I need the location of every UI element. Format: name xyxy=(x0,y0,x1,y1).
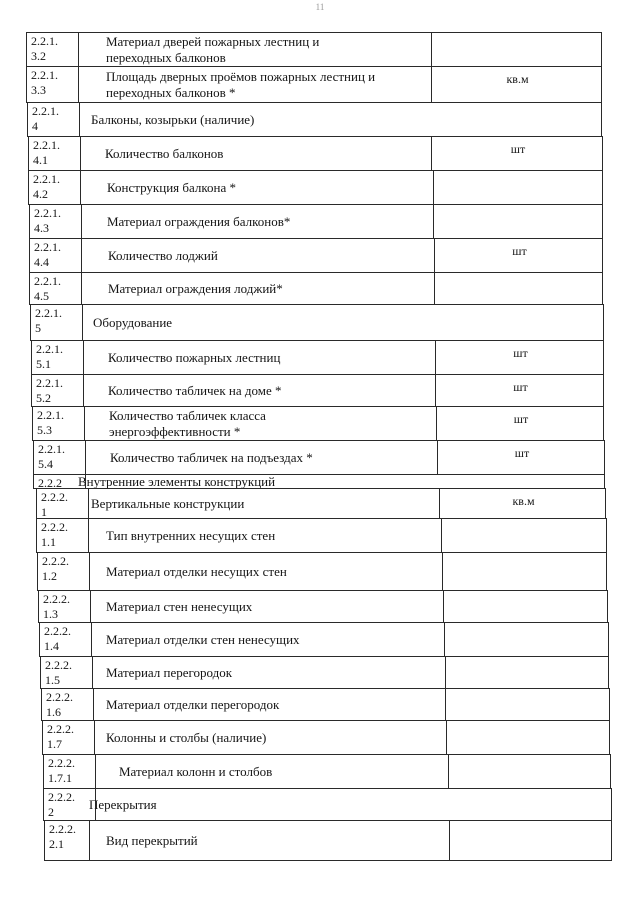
row-number: 2.2.2. 2 xyxy=(44,789,96,820)
row-unit: шт xyxy=(434,239,604,272)
table-row xyxy=(27,102,602,137)
row-name: Количество балконов xyxy=(105,145,224,161)
row-name: Оборудование xyxy=(93,314,173,330)
row-name: Конструкция балкона * xyxy=(107,179,236,195)
row-number: 2.2.2. 2.1 xyxy=(45,821,90,860)
row-name: Площадь дверных проёмов пожарных лестниц и переходных балконов * xyxy=(106,68,376,100)
row-name: Перекрытия xyxy=(89,796,157,812)
row-name: Количество табличек класса энергоэффективности * xyxy=(109,407,266,439)
row-name: Материал отделки несущих стен xyxy=(106,563,287,579)
row-name: Материал ограждения балконов* xyxy=(107,213,291,229)
row-number: 2.2.1. 5.1 xyxy=(32,341,84,374)
row-number: 2.2.1. 4.3 xyxy=(30,205,82,238)
row-number: 2.2.1. 4.2 xyxy=(29,171,81,204)
page-number: 11 xyxy=(315,2,325,12)
table-row xyxy=(43,754,611,789)
row-number: 2.2.1. 3.3 xyxy=(27,67,79,102)
row-unit: кв.м xyxy=(431,67,603,102)
table-row xyxy=(41,688,610,721)
row-unit xyxy=(433,171,604,204)
row-number: 2.2.2. 1.4 xyxy=(40,623,92,656)
row-unit: шт xyxy=(437,441,606,474)
row-number: 2.2.1. 3.2 xyxy=(27,33,79,66)
table-row xyxy=(37,552,607,591)
row-number: 2.2.2 xyxy=(34,475,86,488)
row-number: 2.2.1. 5.2 xyxy=(32,375,84,406)
table-row xyxy=(31,374,604,407)
row-unit: шт xyxy=(435,341,605,374)
table-row xyxy=(29,238,603,273)
row-name: Материал отделки стен ненесущих xyxy=(106,631,300,647)
table-row xyxy=(40,656,609,689)
row-name: Вид перекрытий xyxy=(106,832,198,848)
row-unit xyxy=(448,755,612,788)
row-name: Колонны и столбы (наличие) xyxy=(106,729,267,745)
row-number: 2.2.1. 4.4 xyxy=(30,239,82,272)
table-row xyxy=(39,622,609,657)
row-name: Тип внутренних несущих стен xyxy=(106,527,276,543)
row-name: Количество пожарных лестниц xyxy=(108,349,281,365)
row-name: Материал дверей пожарных лестниц и переходных балконов xyxy=(106,33,320,65)
table-row xyxy=(29,272,603,305)
table-row xyxy=(43,788,612,821)
table-row xyxy=(29,204,603,239)
row-unit xyxy=(443,591,609,622)
table-row xyxy=(38,590,608,623)
row-unit: кв.м xyxy=(439,489,607,518)
row-number: 2.2.2. 1 xyxy=(37,489,89,518)
table-row xyxy=(30,304,604,341)
row-unit xyxy=(441,519,608,552)
row-number: 2.2.1. 4.5 xyxy=(30,273,82,304)
row-number: 2.2.2. 1.7 xyxy=(43,721,95,754)
row-number: 2.2.2. 1.3 xyxy=(39,591,91,622)
table-row xyxy=(33,440,605,475)
row-number: 2.2.1. 5.4 xyxy=(34,441,86,474)
row-name: Материал колонн и столбов xyxy=(119,763,273,779)
table-row xyxy=(36,488,606,519)
row-number: 2.2.1. 5 xyxy=(31,305,83,340)
row-unit: шт xyxy=(435,375,605,406)
row-number: 2.2.1. 5.3 xyxy=(33,407,85,440)
row-number: 2.2.2. 1.6 xyxy=(42,689,94,720)
row-unit xyxy=(445,657,610,688)
row-number: 2.2.2. 1.5 xyxy=(41,657,93,688)
row-number: 2.2.1. 4 xyxy=(28,103,80,136)
row-unit xyxy=(442,553,608,590)
row-name: Количество лоджий xyxy=(108,247,218,263)
row-unit xyxy=(446,721,611,754)
row-unit: шт xyxy=(431,137,604,170)
row-number: 2.2.1. 4.1 xyxy=(29,137,81,170)
table-row xyxy=(33,474,605,489)
row-number: 2.2.2. 1.2 xyxy=(38,553,90,590)
row-unit xyxy=(431,33,603,66)
table-row xyxy=(44,820,612,861)
row-number: 2.2.2. 1.1 xyxy=(37,519,89,552)
row-unit xyxy=(433,205,604,238)
row-unit xyxy=(434,273,604,304)
row-unit: шт xyxy=(436,407,605,440)
table-row xyxy=(26,32,602,67)
table-row xyxy=(36,518,607,553)
table-row xyxy=(32,406,604,441)
row-number: 2.2.2. 1.7.1 xyxy=(44,755,96,788)
table-row xyxy=(28,136,603,171)
row-unit xyxy=(445,689,611,720)
table-row xyxy=(42,720,610,755)
row-name: Балконы, козырьки (наличие) xyxy=(91,111,255,127)
row-name: Внутренние элементы конструкций xyxy=(78,473,276,489)
row-unit xyxy=(444,623,610,656)
row-name: Количество табличек на подъездах * xyxy=(110,449,313,465)
row-name: Материал стен ненесущих xyxy=(106,598,253,614)
table-row xyxy=(31,340,604,375)
table-row xyxy=(26,66,602,103)
row-name: Материал отделки перегородок xyxy=(106,696,280,712)
table-row xyxy=(28,170,603,205)
row-name: Материал ограждения лоджий* xyxy=(108,280,283,296)
row-unit xyxy=(449,821,613,860)
row-name: Количество табличек на доме * xyxy=(108,382,282,398)
row-name: Вертикальные конструкции xyxy=(91,495,245,511)
row-name: Материал перегородок xyxy=(106,664,233,680)
